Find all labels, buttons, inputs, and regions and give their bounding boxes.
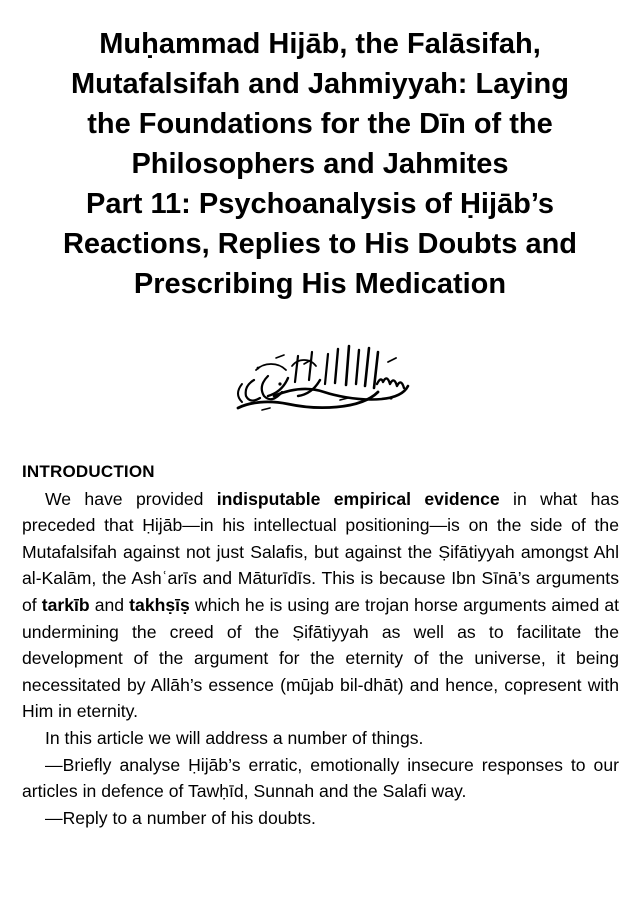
emphasis-text: indisputable empirical evidence [216, 488, 500, 509]
emphasis-text: takhṣīṣ [129, 594, 190, 615]
basmala-calligraphy-icon [228, 340, 414, 418]
title-line: Reactions, Replies to His Doubts and [62, 228, 578, 260]
body-paragraph: We have provided indisputable empirical evidence in what has preceded that Ḥijāb—in his intellectual positioning—is on the side of the Mutafalsifah against not just Salafis, but against the Ṣifātiyyah amongst Ahl al-Kalām, the Ashʿarīs and Māturīdīs. This is because Ibn Sīnā’s arguments of tarkīb and takhṣīṣ which he is using are trojan horse arguments aimed at undermining the creed of the Ṣifātiyyah as well as to facilitate the development of the argument for the eternity of the universe, it being necessitated by Allāh’s essence (mūjab bil-dhāt) and hence, copresent with Him in eternity. [22, 488, 620, 722]
article-body [22, 459, 619, 831]
title-line: Muḥammad Hijāb, the Falāsifah, [99, 28, 541, 60]
body-paragraph: —Briefly analyse Ḥijāb’s erratic, emotionally insecure responses to our articles in defence of Tawḥīd, Sunnah and the Salafi way. [22, 754, 619, 802]
section-heading: INTRODUCTION [22, 462, 155, 481]
body-paragraph: In this article we will address a number of things. [45, 727, 424, 748]
body-paragraph: —Reply to a number of his doubts. [45, 807, 316, 828]
title-line: Philosophers and Jahmites [131, 148, 509, 180]
title-line: the Foundations for the Dīn of the [87, 108, 553, 140]
title-line: Prescribing His Medication [133, 268, 507, 300]
article-title [10, 24, 630, 304]
title-line: Part 11: Psychoanalysis of Ḥijāb’s [86, 188, 554, 220]
title-line: Mutafalsifah and Jahmiyyah: Laying [71, 68, 569, 100]
emphasis-text: tarkīb [41, 594, 90, 615]
